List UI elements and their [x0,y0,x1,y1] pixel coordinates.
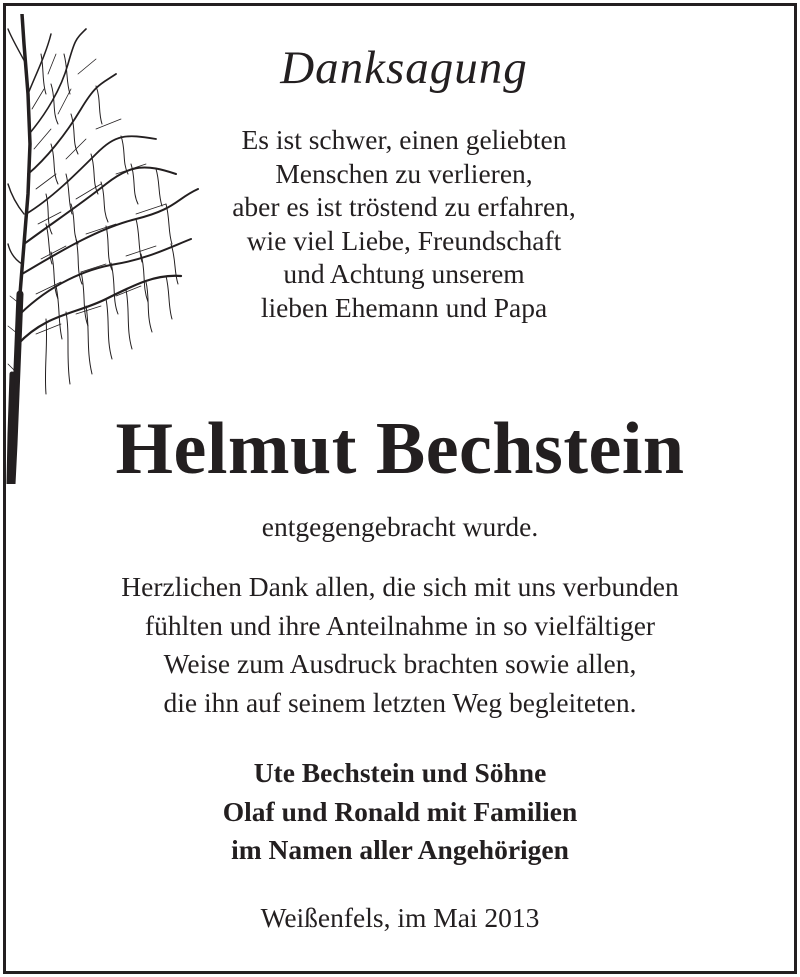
notice-title: Danksagung [280,42,528,94]
poem-line: wie viel Liebe, Freundschaft [246,224,562,256]
poem-line: und Achtung unserem [283,258,525,289]
thanks-line: Herzlichen Dank allen, die sich mit uns verbunden [121,571,679,602]
poem-text [66,123,742,324]
poem-line: Es ist schwer, einen geliebten [241,124,567,155]
signatory-line: Ute Bechstein und Söhne [253,757,547,788]
poem-line: Menschen zu verlieren, [275,157,533,189]
thanks-line: die ihn auf seinem letzten Weg begleiteten. [163,686,637,718]
after-name-text: entgegengebracht wurde. [261,511,539,542]
obituary-notice [3,3,797,974]
thanks-line: fühlten und ihre Anteilnahme in so vielfältiger [144,609,656,641]
poem-line: lieben Ehemann und Papa [260,291,548,323]
thanks-text [6,568,794,722]
signatory-line: im Namen aller Angehörigen [231,834,569,865]
poem-line: aber es ist tröstend zu erfahren, [232,191,576,222]
thanks-line: Weise zum Ausdruck brachten sowie allen, [163,648,637,679]
place-date: Weißenfels, im Mai 2013 [260,902,540,933]
signatories [6,754,794,870]
signatory-line: Olaf und Ronald mit Familien [222,795,578,827]
deceased-name: Helmut Bechstein [115,408,685,490]
